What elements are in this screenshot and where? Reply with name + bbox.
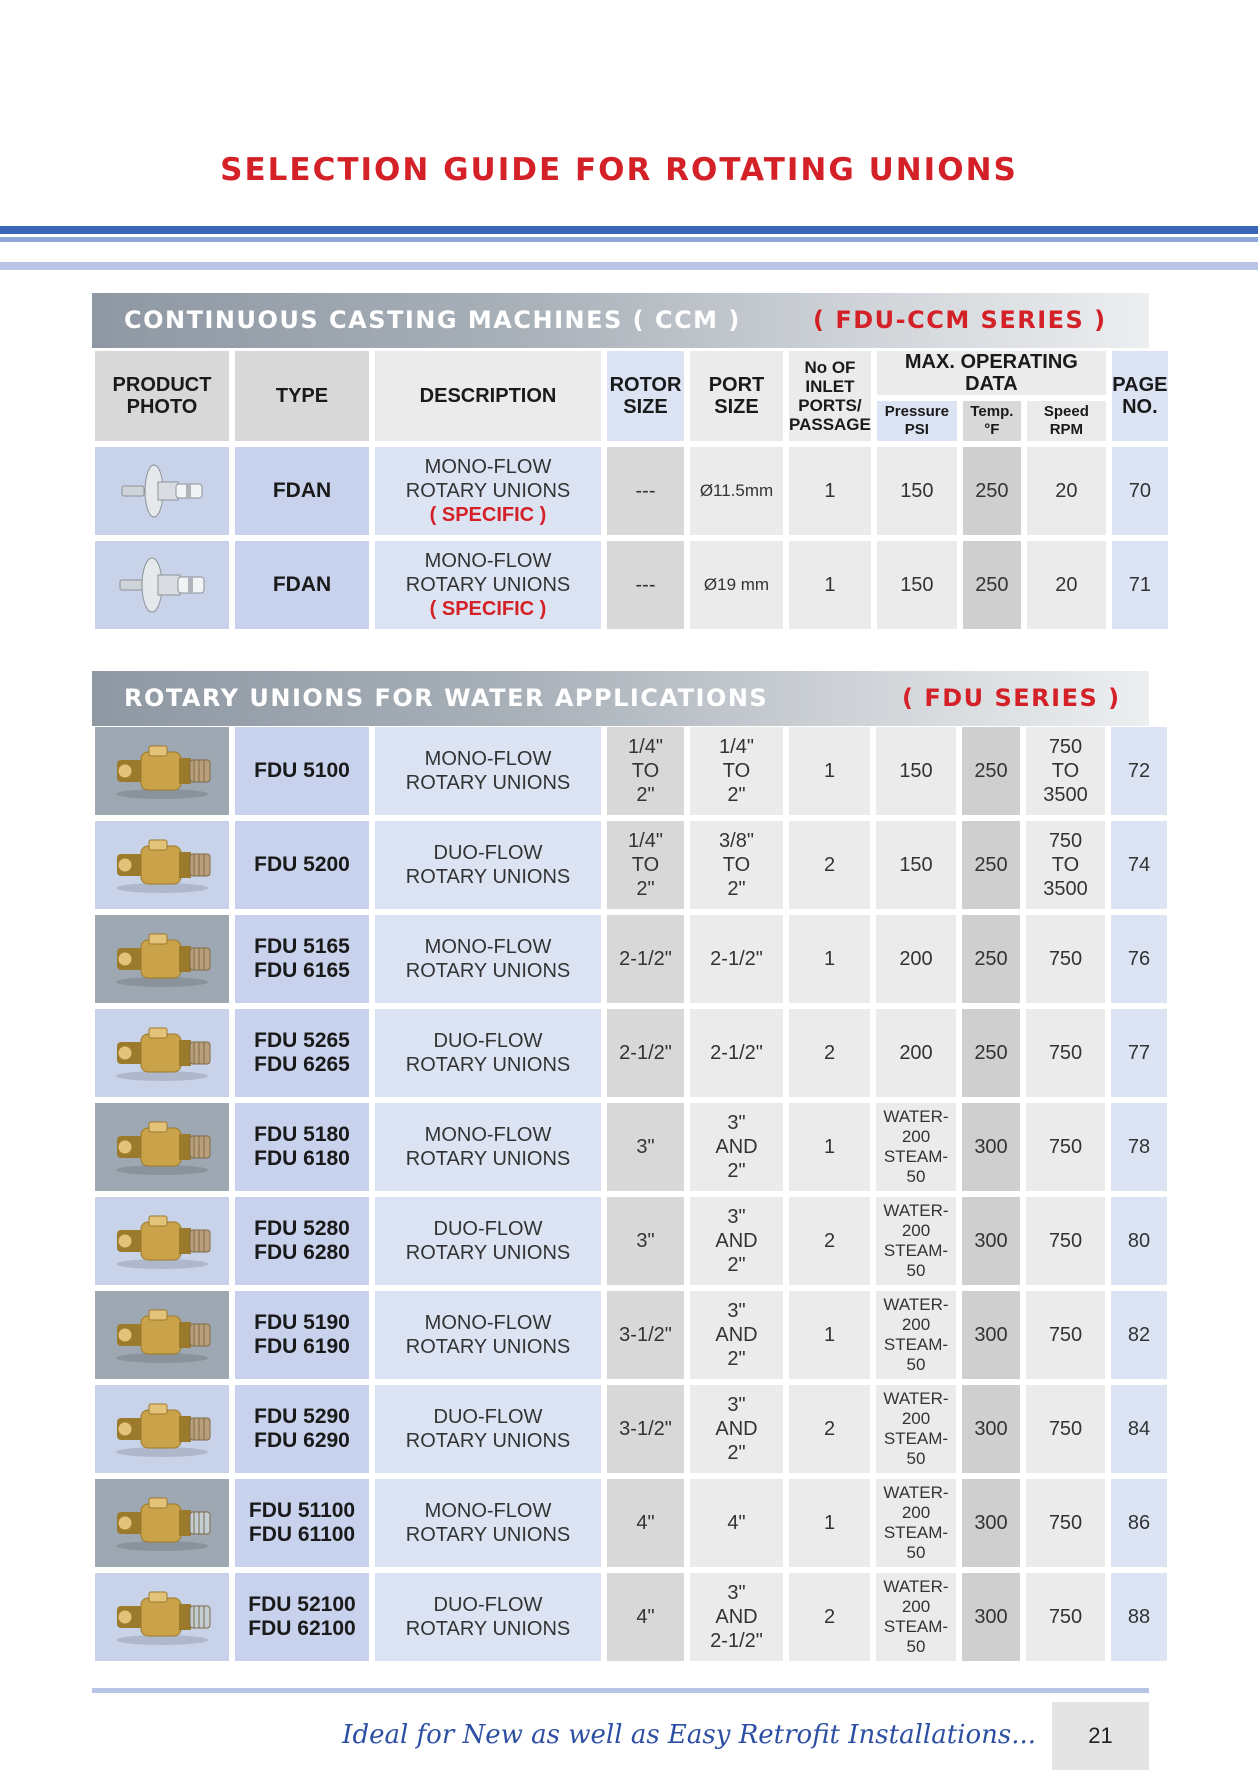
header-type: TYPE — [235, 351, 369, 441]
pressure-cell: 150 — [877, 447, 957, 535]
temp-cell: 300 — [962, 1103, 1020, 1191]
water-table — [89, 721, 1173, 1667]
port-size-cell: 4" — [690, 1479, 783, 1567]
description-cell: MONO-FLOW ROTARY UNIONS ( SPECIFIC ) — [375, 447, 601, 535]
table-row — [95, 1291, 1167, 1379]
port-size-cell: Ø19 mm — [690, 541, 783, 629]
speed-cell: 750 TO 3500 — [1026, 821, 1105, 909]
product-image — [107, 1208, 217, 1274]
rotor-size-cell: 4" — [607, 1573, 684, 1661]
type-cell: FDU 52100 FDU 62100 — [235, 1573, 369, 1661]
product-photo — [95, 1197, 229, 1285]
temp-cell: 250 — [963, 447, 1021, 535]
table-row — [95, 1103, 1167, 1191]
rotor-size-cell: 3-1/2" — [607, 1385, 684, 1473]
pressure-cell: 150 — [876, 727, 956, 815]
rotor-size-cell: 3" — [607, 1197, 684, 1285]
header-port-size: PORT SIZE — [690, 351, 783, 441]
page-no-cell: 82 — [1111, 1291, 1167, 1379]
inlet-ports-cell: 1 — [789, 727, 870, 815]
type-cell: FDU 5265 FDU 6265 — [235, 1009, 369, 1097]
product-photo — [95, 915, 229, 1003]
page-no-cell: 84 — [1111, 1385, 1167, 1473]
port-size-cell: 3/8" TO 2" — [690, 821, 783, 909]
rotor-size-cell: 1/4" TO 2" — [607, 821, 684, 909]
speed-cell: 750 — [1026, 1385, 1105, 1473]
page-no-cell: 76 — [1111, 915, 1167, 1003]
temp-cell: 250 — [962, 915, 1020, 1003]
type-cell: FDU 5290 FDU 6290 — [235, 1385, 369, 1473]
product-image — [107, 1302, 217, 1368]
table-row — [95, 915, 1167, 1003]
page-no-cell: 71 — [1112, 541, 1168, 629]
temp-cell: 250 — [962, 821, 1020, 909]
product-image — [107, 832, 217, 898]
type-cell: FDU 5200 — [235, 821, 369, 909]
divider — [0, 262, 1258, 270]
description-cell: DUO-FLOW ROTARY UNIONS — [375, 1009, 601, 1097]
product-photo — [95, 1385, 229, 1473]
speed-cell: 750 — [1026, 1573, 1105, 1661]
type-cell: FDU 51100 FDU 61100 — [235, 1479, 369, 1567]
description-cell: DUO-FLOW ROTARY UNIONS — [375, 1385, 601, 1473]
pressure-cell: WATER- 200 STEAM- 50 — [876, 1291, 956, 1379]
inlet-ports-cell: 2 — [789, 1573, 870, 1661]
inlet-ports-cell: 1 — [789, 915, 870, 1003]
description-cell: MONO-FLOW ROTARY UNIONS — [375, 1479, 601, 1567]
table-row — [95, 447, 1168, 535]
table-row — [95, 1197, 1167, 1285]
product-photo — [95, 1573, 229, 1661]
port-size-cell: 3" AND 2" — [690, 1291, 783, 1379]
type-cell: FDAN — [235, 541, 369, 629]
product-photo — [95, 1009, 229, 1097]
rotor-size-cell: --- — [607, 541, 684, 629]
rotor-size-cell: 3-1/2" — [607, 1291, 684, 1379]
rotor-size-cell: 1/4" TO 2" — [607, 727, 684, 815]
product-photo — [95, 1103, 229, 1191]
page-no-cell: 70 — [1112, 447, 1168, 535]
header-speed: Speed RPM — [1027, 401, 1106, 441]
port-size-cell: 2-1/2" — [690, 1009, 783, 1097]
product-image — [107, 1490, 217, 1556]
product-photo — [95, 1479, 229, 1567]
inlet-ports-cell: 1 — [789, 1479, 870, 1567]
ccm-table — [89, 345, 1174, 635]
product-image — [107, 926, 217, 992]
pressure-cell: 200 — [876, 1009, 956, 1097]
pressure-cell: WATER- 200 STEAM- 50 — [876, 1385, 956, 1473]
temp-cell: 250 — [962, 727, 1020, 815]
page-no-cell: 88 — [1111, 1573, 1167, 1661]
description-cell: MONO-FLOW ROTARY UNIONS — [375, 1291, 601, 1379]
inlet-ports-cell: 1 — [789, 1291, 870, 1379]
header-description: DESCRIPTION — [375, 351, 601, 441]
page-no-cell: 86 — [1111, 1479, 1167, 1567]
table-row — [95, 727, 1167, 815]
description-cell: DUO-FLOW ROTARY UNIONS — [375, 1573, 601, 1661]
pressure-cell: WATER- 200 STEAM- 50 — [876, 1479, 956, 1567]
pressure-cell: 150 — [876, 821, 956, 909]
description-cell: MONO-FLOW ROTARY UNIONS — [375, 915, 601, 1003]
product-image — [107, 1020, 217, 1086]
pressure-cell: WATER- 200 STEAM- 50 — [876, 1573, 956, 1661]
rotor-size-cell: 2-1/2" — [607, 1009, 684, 1097]
rotor-size-cell: --- — [607, 447, 684, 535]
speed-cell: 20 — [1027, 447, 1106, 535]
speed-cell: 750 — [1026, 1197, 1105, 1285]
table-row — [95, 1009, 1167, 1097]
header-rotor-size: ROTOR SIZE — [607, 351, 684, 441]
series-label: ( FDU SERIES ) — [902, 684, 1121, 712]
table-row — [95, 1385, 1167, 1473]
header-pressure: Pressure PSI — [877, 401, 957, 441]
page-number: 21 — [1052, 1702, 1149, 1770]
product-photo — [95, 541, 229, 629]
section-header-ccm — [92, 293, 1149, 348]
product-photo — [95, 727, 229, 815]
port-size-cell: 2-1/2" — [690, 915, 783, 1003]
temp-cell: 300 — [962, 1291, 1020, 1379]
pressure-cell: 150 — [877, 541, 957, 629]
product-photo — [95, 447, 229, 535]
page-no-cell: 80 — [1111, 1197, 1167, 1285]
divider — [0, 226, 1258, 234]
description-cell: MONO-FLOW ROTARY UNIONS — [375, 1103, 601, 1191]
inlet-ports-cell: 2 — [789, 1009, 870, 1097]
port-size-cell: 3" AND 2" — [690, 1385, 783, 1473]
tagline: Ideal for New as well as Easy Retrofit Installations... — [342, 1720, 1036, 1750]
port-size-cell: 3" AND 2-1/2" — [690, 1573, 783, 1661]
page-no-cell: 78 — [1111, 1103, 1167, 1191]
type-cell: FDU 5190 FDU 6190 — [235, 1291, 369, 1379]
divider — [0, 237, 1258, 242]
temp-cell: 250 — [963, 541, 1021, 629]
rotor-size-cell: 4" — [607, 1479, 684, 1567]
speed-cell: 750 — [1026, 1479, 1105, 1567]
type-cell: FDU 5180 FDU 6180 — [235, 1103, 369, 1191]
table-row — [95, 541, 1168, 629]
inlet-ports-cell: 2 — [789, 821, 870, 909]
section-title: CONTINUOUS CASTING MACHINES ( CCM ) — [124, 306, 741, 334]
speed-cell: 750 — [1026, 1009, 1105, 1097]
pressure-cell: WATER- 200 STEAM- 50 — [876, 1103, 956, 1191]
type-cell: FDU 5165 FDU 6165 — [235, 915, 369, 1003]
header-page-no: PAGE NO. — [1112, 351, 1168, 441]
product-photo — [95, 1291, 229, 1379]
temp-cell: 300 — [962, 1479, 1020, 1567]
product-image — [114, 460, 210, 522]
inlet-ports-cell: 2 — [789, 1197, 870, 1285]
type-cell: FDU 5100 — [235, 727, 369, 815]
temp-cell: 300 — [962, 1197, 1020, 1285]
rotor-size-cell: 3" — [607, 1103, 684, 1191]
port-size-cell: Ø11.5mm — [690, 447, 783, 535]
inlet-ports-cell: 1 — [789, 1103, 870, 1191]
table-row — [95, 1479, 1167, 1567]
table-row — [95, 821, 1167, 909]
description-cell: DUO-FLOW ROTARY UNIONS — [375, 1197, 601, 1285]
temp-cell: 300 — [962, 1385, 1020, 1473]
temp-cell: 250 — [962, 1009, 1020, 1097]
page-no-cell: 72 — [1111, 727, 1167, 815]
product-image — [114, 554, 210, 616]
pressure-cell: WATER- 200 STEAM- 50 — [876, 1197, 956, 1285]
inlet-ports-cell: 2 — [789, 1385, 870, 1473]
speed-cell: 750 — [1026, 1291, 1105, 1379]
port-size-cell: 3" AND 2" — [690, 1197, 783, 1285]
series-label: ( FDU-CCM SERIES ) — [813, 306, 1107, 334]
description-cell: MONO-FLOW ROTARY UNIONS ( SPECIFIC ) — [375, 541, 601, 629]
page-no-cell: 77 — [1111, 1009, 1167, 1097]
speed-cell: 20 — [1027, 541, 1106, 629]
port-size-cell: 1/4" TO 2" — [690, 727, 783, 815]
speed-cell: 750 — [1026, 915, 1105, 1003]
speed-cell: 750 — [1026, 1103, 1105, 1191]
speed-cell: 750 TO 3500 — [1026, 727, 1105, 815]
table-row — [95, 1573, 1167, 1661]
page-no-cell: 74 — [1111, 821, 1167, 909]
product-image — [107, 1114, 217, 1180]
footer-divider — [92, 1688, 1149, 1693]
header-photo: PRODUCT PHOTO — [95, 351, 229, 441]
product-image — [107, 738, 217, 804]
description-cell: MONO-FLOW ROTARY UNIONS — [375, 727, 601, 815]
header-max-operating-data: MAX. OPERATING DATA — [877, 351, 1106, 395]
page-title: SELECTION GUIDE FOR ROTATING UNIONS — [220, 152, 1018, 188]
section-title: ROTARY UNIONS FOR WATER APPLICATIONS — [124, 684, 769, 712]
product-image — [107, 1584, 217, 1650]
port-size-cell: 3" AND 2" — [690, 1103, 783, 1191]
header-temp: Temp. °F — [963, 401, 1021, 441]
product-image — [107, 1396, 217, 1462]
type-cell: FDAN — [235, 447, 369, 535]
pressure-cell: 200 — [876, 915, 956, 1003]
inlet-ports-cell: 1 — [789, 447, 871, 535]
type-cell: FDU 5280 FDU 6280 — [235, 1197, 369, 1285]
description-cell: DUO-FLOW ROTARY UNIONS — [375, 821, 601, 909]
inlet-ports-cell: 1 — [789, 541, 871, 629]
rotor-size-cell: 2-1/2" — [607, 915, 684, 1003]
section-header-water — [92, 671, 1149, 726]
temp-cell: 300 — [962, 1573, 1020, 1661]
product-photo — [95, 821, 229, 909]
header-inlet-ports: No OF INLET PORTS/ PASSAGE — [789, 351, 871, 441]
